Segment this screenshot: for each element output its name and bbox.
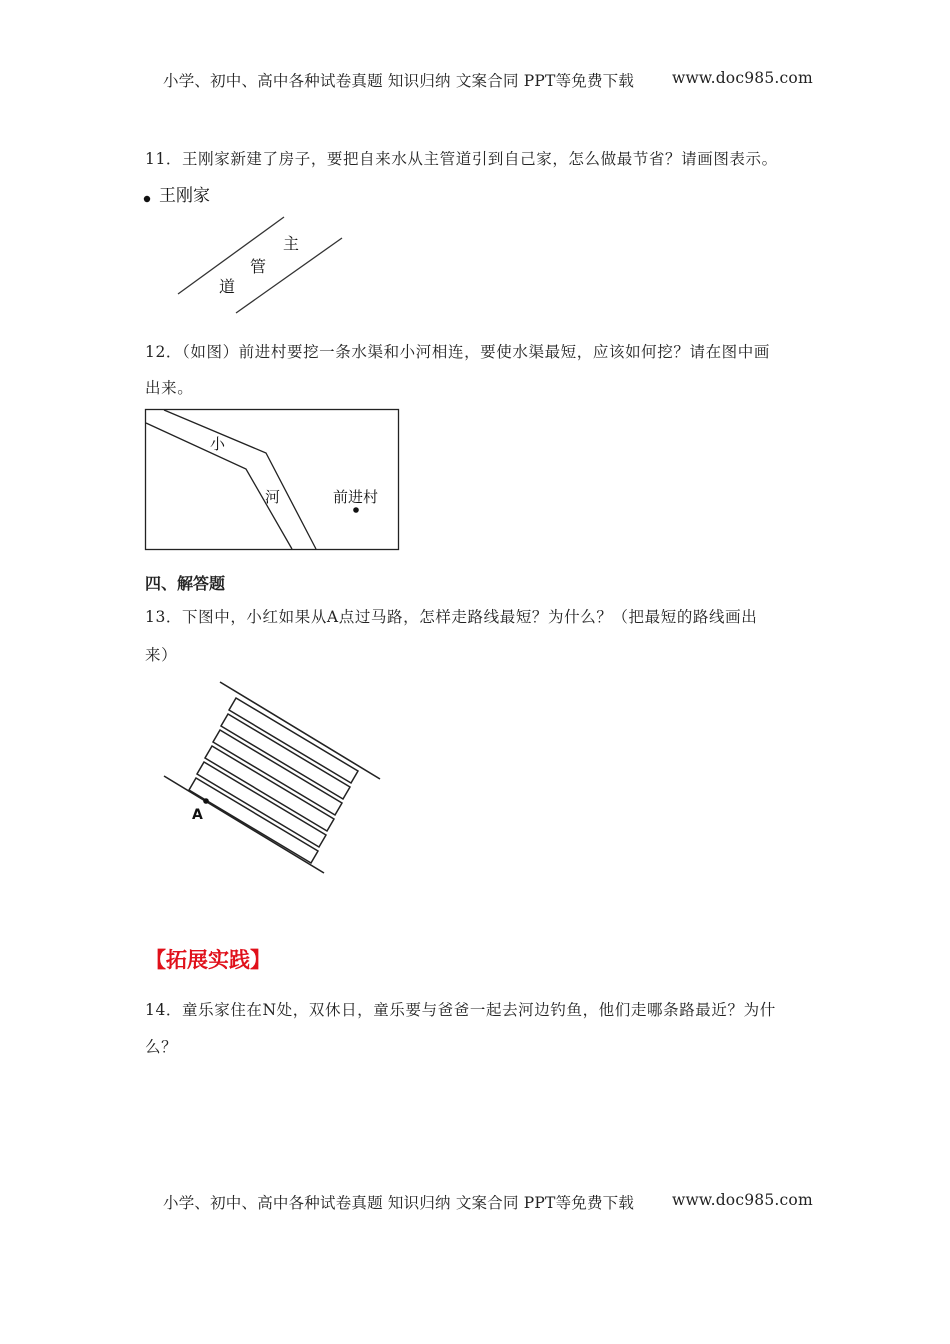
map-frame [146, 410, 399, 550]
page-header-text: 小学、初中、高中各种试卷真题 知识归纳 文案合同 PPT等免费下载 [163, 72, 635, 90]
river-bank-outer [164, 410, 316, 549]
pipe-char-3: 道 [219, 277, 236, 296]
road-edge-near [164, 776, 324, 873]
extension-section-title: 【拓展实践】 [145, 948, 271, 972]
pipe-char-1: 主 [283, 234, 300, 253]
crosswalk [189, 698, 358, 863]
home-dot [144, 196, 150, 202]
question-12-text-line2: 出来。 [145, 379, 194, 397]
question-12-text-line1: 12．（如图）前进村要挖一条水渠和小河相连，要使水渠最短，应该如何挖？请在图中画 [145, 343, 770, 361]
question-13-figure [158, 676, 388, 881]
village-dot [353, 507, 359, 513]
pipe-char-2: 管 [250, 257, 267, 276]
section-4-title: 四、解答题 [145, 574, 226, 593]
question-14-text-line2: 么？ [145, 1038, 178, 1056]
river-char-2: 河 [265, 488, 281, 506]
point-a-dot [203, 798, 209, 804]
page-footer-url[interactable]: www.doc985.com [672, 1191, 813, 1209]
point-a-label: A [192, 807, 203, 823]
village-label: 前进村 [333, 488, 379, 506]
question-13-text-line2: 来） [145, 646, 178, 664]
page-header-url[interactable]: www.doc985.com [672, 69, 813, 87]
page-footer-text: 小学、初中、高中各种试卷真题 知识归纳 文案合同 PPT等免费下载 [163, 1194, 635, 1212]
question-13-text-line1: 13．下图中，小红如果从A点过马路，怎样走路线最短？为什么？（把最短的路线画出 [145, 608, 758, 626]
question-12-figure [144, 407, 402, 553]
home-label: 王刚家 [159, 186, 210, 206]
river-char-1: 小 [210, 435, 226, 453]
question-14-text-line1: 14．童乐家住在N处，双休日，童乐要与爸爸一起去河边钓鱼，他们走哪条路最近？为什 [145, 1001, 776, 1019]
question-11-text: 11．王刚家新建了房子，要把自来水从主管道引到自己家，怎么做最节省？请画图表示。 [145, 150, 778, 168]
question-11-figure [140, 180, 370, 320]
